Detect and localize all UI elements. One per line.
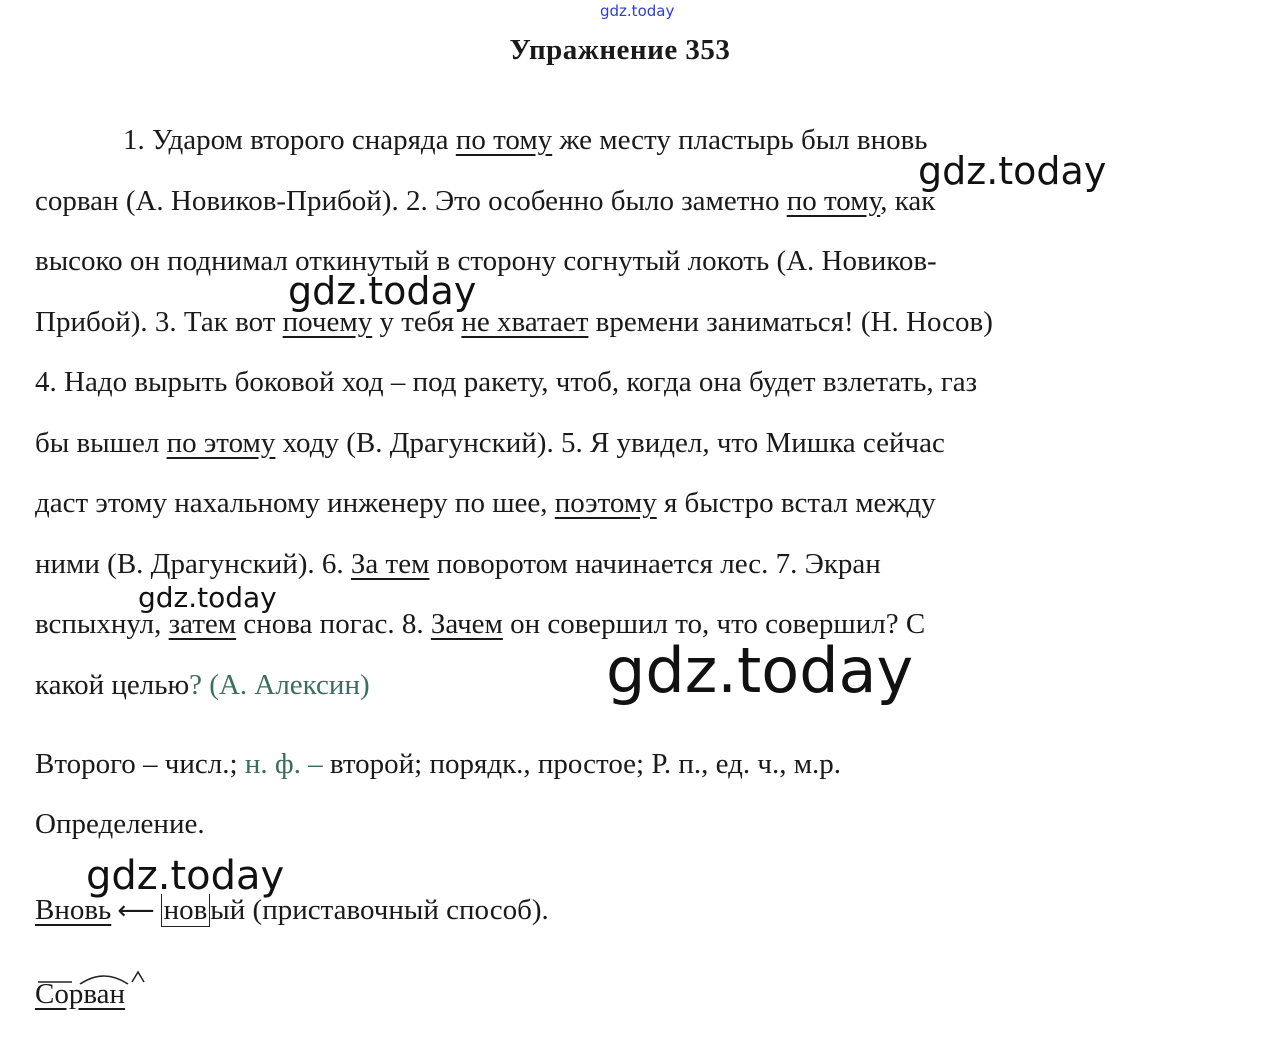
underlined-word: по тому bbox=[786, 184, 881, 217]
watermark: gdz.today bbox=[918, 149, 1107, 193]
root-box: нов bbox=[161, 894, 211, 927]
analyzed-word: Вновь bbox=[35, 894, 112, 926]
underlined-word: по тому bbox=[455, 124, 553, 156]
watermark: gdz.today bbox=[288, 269, 477, 313]
underlined-word: Зачем bbox=[430, 608, 503, 640]
text-line: 4. Надо вырыть боковой ход – под ракету, чтоб, когда она будет взлетать, газ bbox=[35, 366, 978, 398]
text-line: 1. Ударом второго снаряда по тому же месту пластырь был вновь bbox=[123, 124, 928, 156]
text-line: какой целью? (А. Алексин) bbox=[35, 668, 370, 701]
watermark: gdz.today bbox=[138, 581, 277, 614]
text-line: высоко он поднимал откинутый в сторону согнутый локоть (А. Новиков- bbox=[35, 245, 937, 277]
word-formation-line: Вновь ⟵ нов ый (приставочный способ). bbox=[35, 894, 549, 926]
underlined-word: За тем bbox=[350, 547, 430, 580]
text-line: вспыхнул, затем снова погас. 8. Зачем он совершил то, что совершил? С bbox=[35, 608, 926, 640]
text-line: бы вышел по этому ходу (В. Драгунский). 5. Я увидел, что Мишка сейчас bbox=[35, 426, 945, 459]
watermark: gdz.today bbox=[606, 634, 914, 707]
underlined-word: не хватает bbox=[461, 305, 589, 338]
underlined-word: поэтому bbox=[554, 487, 657, 519]
text-line: Прибой). 3. Так вот почему у тебя не хватает времени заниматься! (Н. Носов) bbox=[35, 305, 993, 338]
underlined-word: затем bbox=[168, 608, 237, 640]
analysis-line: Определение. bbox=[35, 808, 205, 840]
arrow-left-icon: ⟵ bbox=[117, 896, 155, 926]
text-line: сорван (А. Новиков-Прибой). 2. Это особенно было заметно по тому, как bbox=[35, 184, 936, 217]
exercise-text bbox=[35, 110, 1205, 715]
text-line: ними (В. Драгунский). 6. За тем поворотом начинается лес. 7. Экран bbox=[35, 547, 881, 580]
text-line: даст этому нахальному инженеру по шее, поэтому я быстро встал между bbox=[35, 487, 936, 519]
watermark: gdz.today bbox=[86, 853, 285, 899]
analysis-line: Второго – числ.; н. ф. – второй; порядк., простое; Р. п., ед. ч., м.р. bbox=[35, 748, 842, 780]
underlined-word: по этому bbox=[166, 426, 276, 459]
watermark-top: gdz.today bbox=[600, 2, 675, 20]
underlined-word: почему bbox=[282, 305, 373, 338]
morpheme-word: Сорван bbox=[35, 978, 126, 1010]
page-title: Упражнение 353 bbox=[509, 34, 731, 66]
